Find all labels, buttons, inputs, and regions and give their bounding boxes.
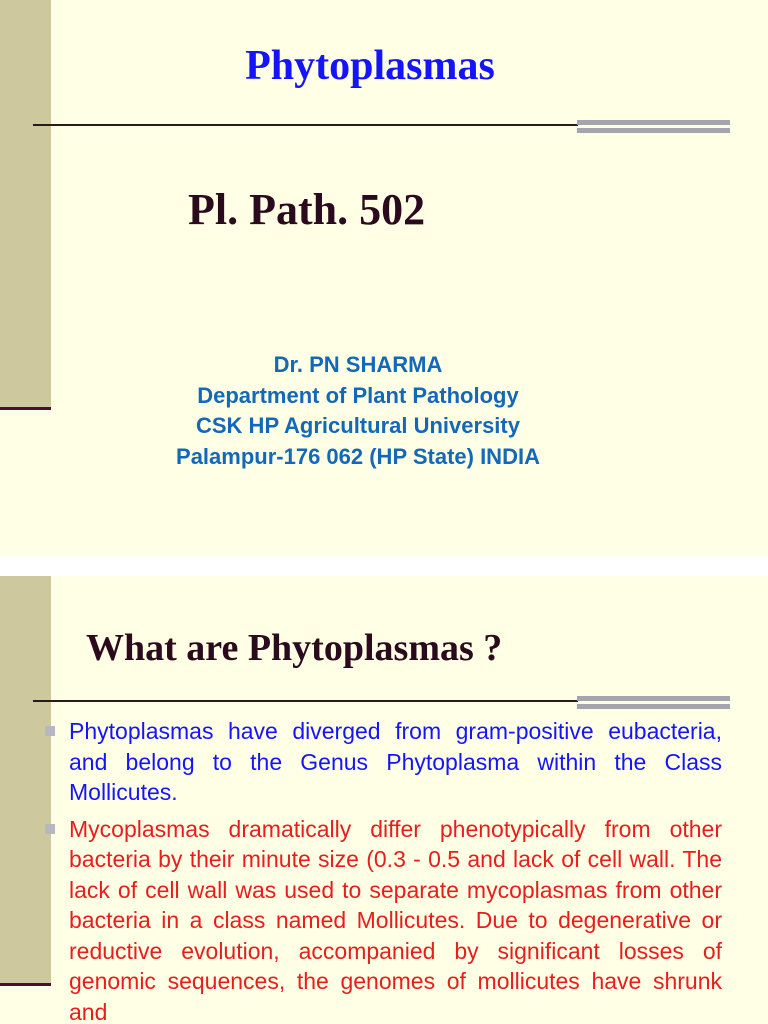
author-department: Department of Plant Pathology [197, 382, 519, 408]
title-divider [33, 124, 578, 126]
slide-gap [0, 556, 768, 576]
title-divider-accent [577, 120, 730, 134]
bullet-list [45, 716, 722, 1024]
slide-title-heading: Phytoplasmas [245, 43, 495, 89]
slide-heading: What are Phytoplasmas ? [86, 627, 503, 669]
author-address: Palampur-176 062 (HP State) INDIA [176, 443, 540, 469]
bullet-square-icon [45, 824, 55, 834]
slide-what-are-phytoplasmas [0, 576, 768, 1024]
left-accent-rule [0, 983, 51, 986]
author-name: Dr. PN SHARMA [273, 352, 443, 377]
course-code: Pl. Path. 502 [188, 185, 426, 234]
heading-divider-accent [577, 696, 730, 710]
author-block [0, 350, 716, 472]
author-university: CSK HP Agricultural University [196, 413, 520, 438]
list-item [45, 716, 722, 808]
list-item [45, 814, 722, 1024]
heading-divider [33, 700, 578, 702]
bullet-text: Mycoplasmas dramatically differ phenotypically from other bacteria by their minute size (0.3 - 0.5 and lack of cell wall. The lack of cell wall was used to separate mycoplasmas from other bacteria in a class named Mollicutes. Due to degenerative or reductive evolution, accompanied by significant losses of genomic sequences, the genomes of mollicutes have shrunk and [69, 815, 722, 1024]
bullet-text: Phytoplasmas have diverged from gram-positive eubacteria, and belong to the Genus Phytoplasma within the Class Mollicutes. [69, 718, 722, 805]
bullet-square-icon [45, 726, 55, 736]
left-accent-bar [0, 576, 51, 984]
